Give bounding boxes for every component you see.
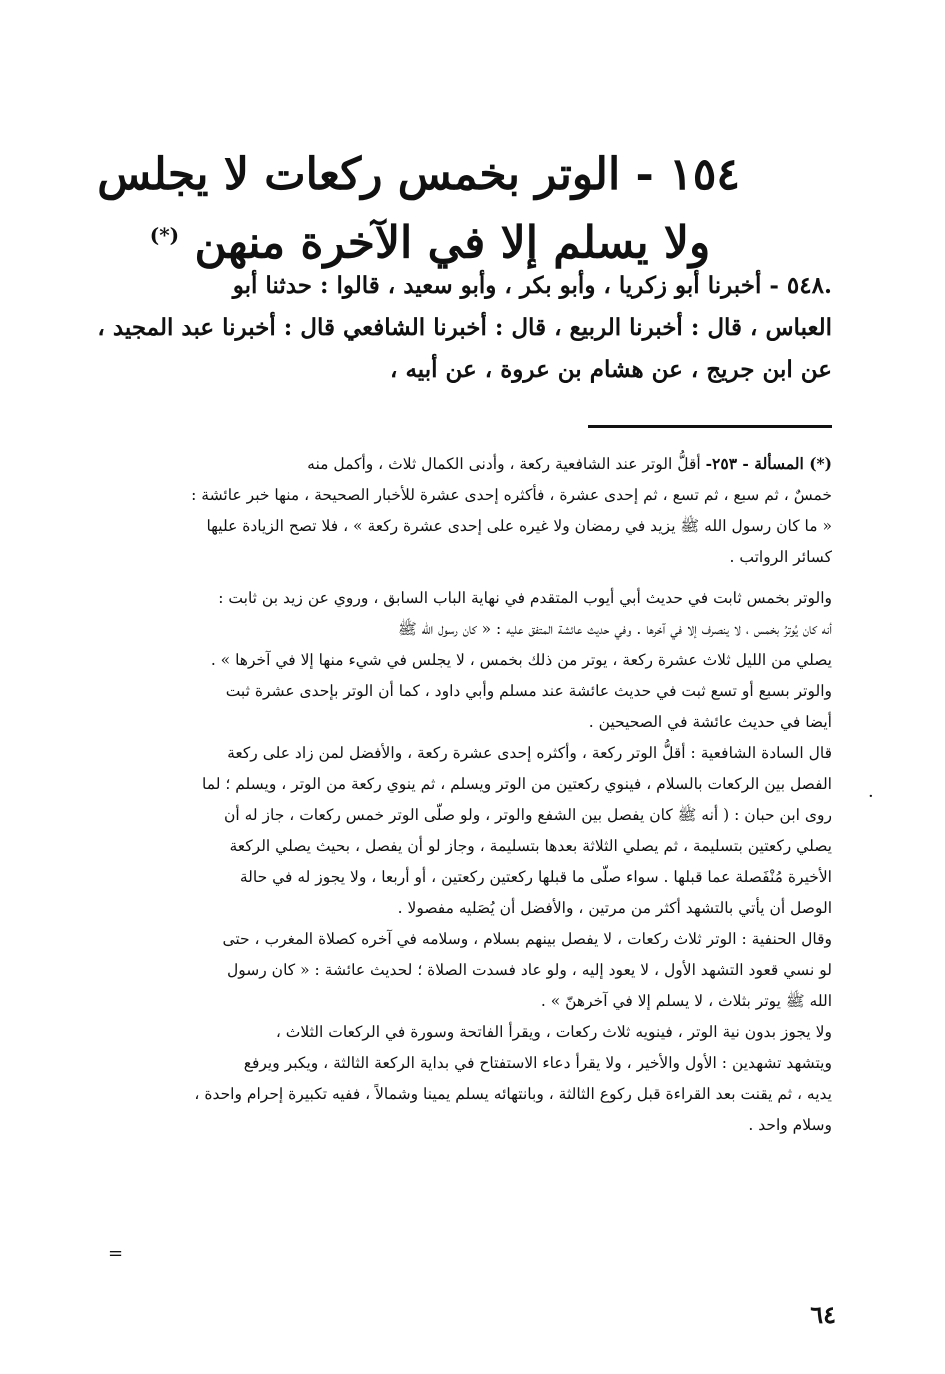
footnote-line: أنه كان يُوترُ بخمس ، لا ينصرف إلا في آخرها . وفي حديث عائشة المتفق عليه : « كان رسول الله ﷺ <box>398 620 832 638</box>
hadith-line: عن ابن جريج ، عن هشام بن عروة ، عن أبيه ، <box>390 356 832 383</box>
footnote-line: والوتر بسبع أو تسع ثبت في حديث عائشة عند مسلم وأبي داود ، كما أن الوتر بإحدى عشرة ثبت <box>225 682 832 700</box>
footnote-line: يصلي من الليل ثلاث عشرة ركعة ، يوتر من ذلك بخمس ، لا يجلس في شيء منها إلا في آخرها » . <box>210 651 832 669</box>
footnote-line: لو نسي قعود التشهد الأول ، لا يعود إليه ، ولو عاد فسدت الصلاة ؛ لحديث عائشة : « كان رسول <box>227 961 832 979</box>
footnote-line: ويتشهد تشهدين : الأول والأخير ، ولا يقرأ دعاء الاستفتاح في بداية الركعة الثالثة ، ويكبر ويرفع <box>243 1054 832 1072</box>
footnote-line: ولا يجوز بدون نية الوتر ، فينويه ثلاث ركعات ، ويقرأ الفاتحة وسورة في الركعات الثلاث ، <box>275 1023 832 1041</box>
footnote-line <box>80 448 832 480</box>
footnote-line: الأخيرة مُنْفَصلة عما قبلها . سواء صلّى ما قبلها ركعتين ركعتين ، أو أربعا ، ولا يجوز له في حالة <box>239 868 832 886</box>
margin-dot: · <box>868 786 874 807</box>
issue-number: (*) المسألة - ٢٥٣- <box>705 454 832 473</box>
hadith-line: العباس ، قال : أخبرنا الربيع ، قال : أخبرنا الشافعي قال : أخبرنا عبد المجيد ، <box>97 314 832 341</box>
footnote-marker: (*) <box>149 223 180 247</box>
footnote-line: روى ابن حبان : ( أنه ﷺ كان يفصل بين الشفع والوتر ، ولو صلّى الوتر خمس ركعات ، جاز له أن <box>223 806 832 824</box>
hadith-text <box>80 265 832 391</box>
footnote-line: خمسٌ ، ثم سبع ، ثم تسع ، ثم إحدى عشرة ، فأكثره إحدى عشرة للأخبار الصحيحة ، منها خبر عائشة : <box>191 486 832 504</box>
chapter-title-line-2 <box>120 205 740 274</box>
footnote-line: والوتر بخمس ثابت في حديث أبي أيوب المتقدم في نهاية الباب السابق ، وروي عن زيد بن ثابت : <box>218 589 832 607</box>
footnote-line: الله ﷺ يوتر بثلاث ، لا يسلم إلا في آخرهنّ » . <box>540 992 832 1010</box>
footnote-line-text: أقلُّ الوتر عند الشافعية ركعة ، وأدنى الكمال ثلاث ، وأكمل منه <box>307 455 701 473</box>
footnote-line: الفصل بين الركعات بالسلام ، فينوي ركعتين من الوتر ويسلم ، ثم ينوي ركعة من الوتر ، ويسلم ؛ لما <box>202 775 832 793</box>
footnote-text <box>80 448 832 1141</box>
footnote-line: قال السادة الشافعية : أقلُّ الوتر ركعة ، وأكثره إحدى عشرة ركعة ، والأفضل لمن زاد على ركعة <box>227 744 832 762</box>
continuation-mark: = <box>108 1243 124 1264</box>
footnote-line: « ما كان رسول الله ﷺ يزيد في رمضان ولا غيره على إحدى عشرة ركعة » ، فلا تصح الزيادة عليها <box>206 517 832 535</box>
footnote-line: وسلام واحد . <box>748 1116 832 1134</box>
footnote-line: يصلي ركعتين بتسليمة ، ثم يصلي الثلاثة بعدها بتسليمة ، وجاز لو أن يفصل ، بحيث يصلي الركعة <box>229 837 832 855</box>
footnote-line: كسائر الرواتب . <box>729 548 832 566</box>
footnote-line: أيضا في حديث عائشة في الصحيحين . <box>588 713 832 731</box>
footnote-line: يديه ، ثم يقنت بعد القراءة قبل ركوع الثالثة ، وبانتهائه يسلم يمينا وشمالاً ، ففيه تكبيرة إحرام واحدة ، <box>194 1085 832 1103</box>
chapter-title-line-1 <box>97 145 740 205</box>
footnote-separator <box>588 425 832 428</box>
chapter-title-text-2: ولا يسلم إلا في الآخرة منهن <box>194 217 711 269</box>
chapter-title-text-1: ١٥٤ - الوتر بخمس ركعات لا يجلس <box>97 149 740 200</box>
footnote-line: الوصل أن يأتي بالتشهد أكثر من مرتين ، والأفضل أن يُصَليه مفصولا . <box>397 899 832 917</box>
page-number: ٦٤ <box>810 1300 836 1329</box>
footnote-line: وقال الحنفية : الوتر ثلاث ركعات ، لا يفصل بينهم بسلام ، وسلامه في آخره كصلاة المغرب ، حتى <box>222 930 832 948</box>
hadith-line: .٥٤٨ - أخبرنا أبو زكريا ، وأبو بكر ، وأبو سعيد ، قالوا : حدثنا أبو <box>232 272 832 299</box>
